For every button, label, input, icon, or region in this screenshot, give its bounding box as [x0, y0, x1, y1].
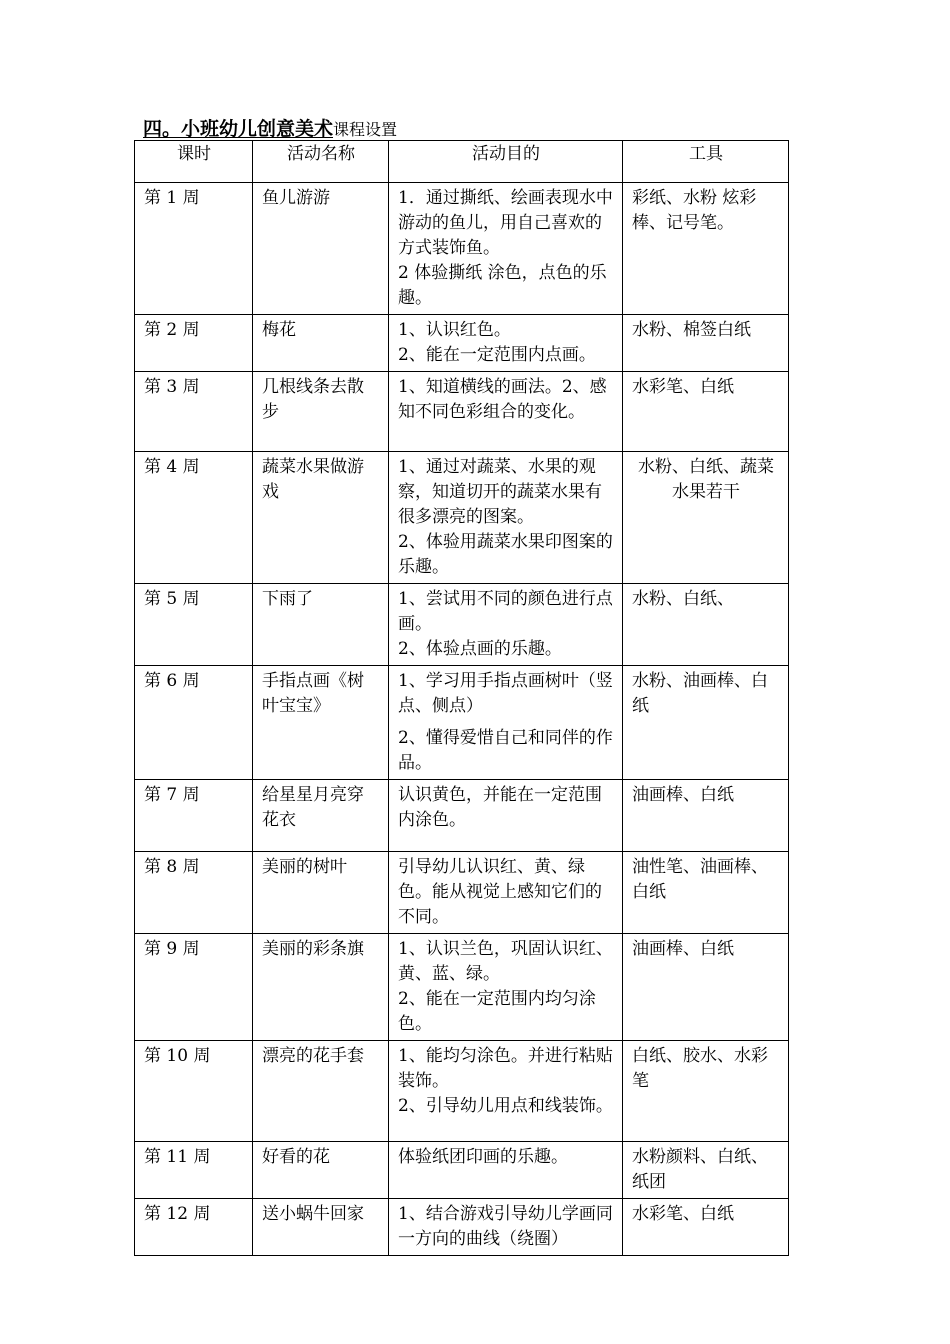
table-row — [135, 852, 789, 934]
goal-text: 1、认识兰色，巩固认识红、黄、蓝、绿。 — [398, 939, 613, 984]
table-row — [135, 1199, 789, 1256]
cell-week: 第 6 周 — [135, 666, 253, 780]
cell-tools: 水粉、油画棒、白纸 — [623, 666, 789, 780]
cell-goals — [389, 1041, 623, 1142]
cell-week: 第 2 周 — [135, 315, 253, 372]
cell-tools: 水彩笔、白纸 — [623, 1199, 789, 1256]
cell-tools: 白纸、胶水、水彩笔 — [623, 1041, 789, 1142]
cell-week: 第 7 周 — [135, 780, 253, 852]
cell-tools: 水粉、白纸、蔬菜水果若干 — [623, 452, 789, 584]
goal-text: 1、尝试用不同的颜色进行点画。 — [398, 589, 613, 634]
cell-week: 第 5 周 — [135, 584, 253, 666]
cell-goals — [389, 183, 623, 315]
goal-text: 2、引导幼儿用点和线装饰。 — [398, 1096, 613, 1116]
goal-text: 1、能均匀涂色。并进行粘贴装饰。 — [398, 1046, 613, 1091]
cell-name: 鱼儿游游 — [253, 183, 389, 315]
cell-name: 漂亮的花手套 — [253, 1041, 389, 1142]
document-title — [143, 114, 397, 142]
cell-week: 第 8 周 — [135, 852, 253, 934]
course-table — [134, 140, 789, 1256]
goal-text: 1、学习用手指点画树叶（竖点、侧点） — [398, 671, 613, 716]
cell-name: 蔬菜水果做游戏 — [253, 452, 389, 584]
cell-tools: 油性笔、油画棒、白纸 — [623, 852, 789, 934]
cell-tools: 水粉、白纸、 — [623, 584, 789, 666]
cell-name: 好看的花 — [253, 1142, 389, 1199]
cell-name: 几根线条去散步 — [253, 372, 389, 452]
cell-name: 手指点画《树叶宝宝》 — [253, 666, 389, 780]
cell-name: 美丽的彩条旗 — [253, 934, 389, 1041]
cell-week: 第 12 周 — [135, 1199, 253, 1256]
table-row — [135, 780, 789, 852]
table-header-row — [135, 141, 789, 183]
cell-name: 送小蜗牛回家 — [253, 1199, 389, 1256]
cell-name: 给星星月亮穿花衣 — [253, 780, 389, 852]
table-row — [135, 584, 789, 666]
title-main: 四。小班幼儿创意美术 — [143, 118, 334, 140]
cell-name: 美丽的树叶 — [253, 852, 389, 934]
goal-text: 引导幼儿认识红、黄、绿色。能从视觉上感知它们的不同。 — [398, 857, 602, 927]
cell-tools: 水彩笔、白纸 — [623, 372, 789, 452]
cell-goals — [389, 780, 623, 852]
cell-goals — [389, 852, 623, 934]
cell-goals — [389, 934, 623, 1041]
cell-name: 下雨了 — [253, 584, 389, 666]
table-row — [135, 1142, 789, 1199]
cell-goals — [389, 315, 623, 372]
cell-goals — [389, 452, 623, 584]
table-row — [135, 452, 789, 584]
goal-text: 认识黄色，并能在一定范围内涂色。 — [398, 785, 602, 830]
cell-week: 第 10 周 — [135, 1041, 253, 1142]
cell-tools: 油画棒、白纸 — [623, 934, 789, 1041]
goal-text: 2 体验撕纸 涂色，点色的乐趣。 — [398, 263, 607, 308]
table-row — [135, 315, 789, 372]
cell-week: 第 4 周 — [135, 452, 253, 584]
cell-goals — [389, 1142, 623, 1199]
goal-text: 体验纸团印画的乐趣。 — [398, 1147, 568, 1167]
goal-text: 1、通过对蔬菜、水果的观察，知道切开的蔬菜水果有很多漂亮的图案。 — [398, 457, 602, 527]
cell-week: 第 1 周 — [135, 183, 253, 315]
cell-goals — [389, 666, 623, 780]
table-row — [135, 372, 789, 452]
cell-name: 梅花 — [253, 315, 389, 372]
table-row — [135, 1041, 789, 1142]
cell-week: 第 11 周 — [135, 1142, 253, 1199]
cell-goals — [389, 372, 623, 452]
table-row — [135, 183, 789, 315]
cell-week: 第 9 周 — [135, 934, 253, 1041]
header-tools: 工具 — [623, 141, 789, 183]
goal-text: 2、体验点画的乐趣。 — [398, 639, 562, 659]
goal-text: 2、懂得爱惜自己和同伴的作品。 — [398, 728, 613, 773]
table-row — [135, 666, 789, 780]
cell-tools: 彩纸、水粉 炫彩棒、记号笔。 — [623, 183, 789, 315]
goal-text: 2、能在一定范围内点画。 — [398, 345, 596, 365]
goal-text: 2、体验用蔬菜水果印图案的乐趣。 — [398, 532, 613, 577]
header-activity-goal: 活动目的 — [389, 141, 623, 183]
cell-goals — [389, 584, 623, 666]
cell-goals — [389, 1199, 623, 1256]
cell-week: 第 3 周 — [135, 372, 253, 452]
header-activity-name: 活动名称 — [253, 141, 389, 183]
cell-tools: 水粉、棉签白纸 — [623, 315, 789, 372]
goal-text: 1．通过撕纸、绘画表现水中游动的鱼儿，用自己喜欢的方式装饰鱼。 — [398, 188, 613, 258]
goal-text: 2、能在一定范围内均匀涂色。 — [398, 989, 596, 1034]
title-sub: 课程设置 — [333, 120, 398, 139]
goal-text: 1、知道横线的画法。2、感知不同色彩组合的变化。 — [398, 377, 607, 422]
course-table-wrapper — [134, 140, 788, 1256]
header-week: 课时 — [135, 141, 253, 183]
goal-text: 1、结合游戏引导幼儿学画同一方向的曲线（绕圈） — [398, 1204, 613, 1249]
cell-tools: 油画棒、白纸 — [623, 780, 789, 852]
cell-tools: 水粉颜料、白纸、纸团 — [623, 1142, 789, 1199]
table-row — [135, 934, 789, 1041]
goal-text: 1、认识红色。 — [398, 320, 511, 340]
